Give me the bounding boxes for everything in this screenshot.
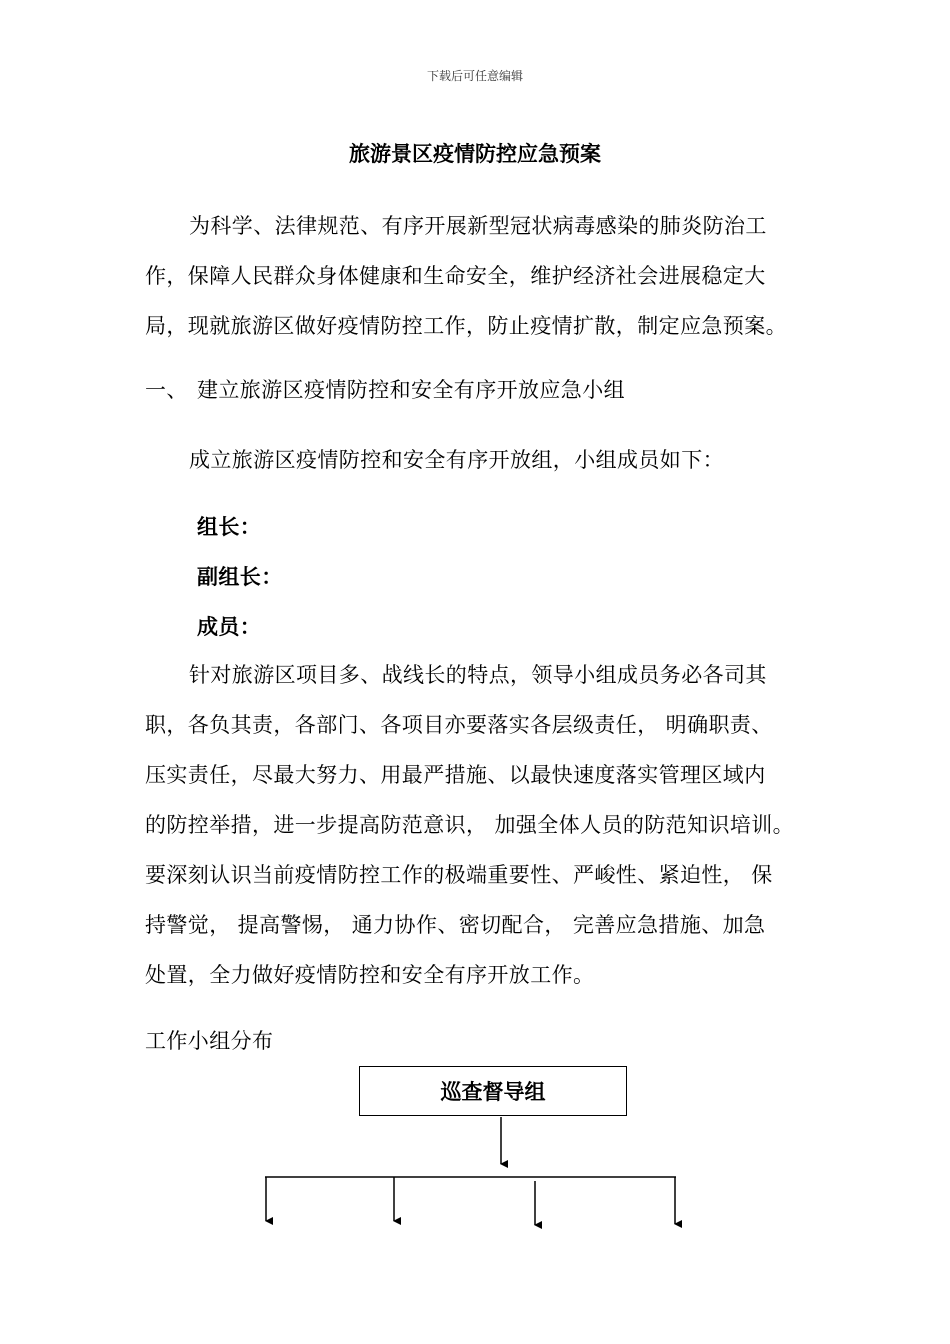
org-top-box-label: 巡查督导组 [440,1079,546,1104]
intro-line-3: 局，现就旅游区做好疫情防控工作，防止疫情扩散，制定应急预案。 [145,314,787,338]
duty-line-1: 针对旅游区项目多、战线长的特点，领导小组成员务必各司其 [189,663,767,687]
duty-line-6: 持警觉， 提高警惕， 通力协作、密切配合， 完善应急措施、加急 [145,913,766,937]
role-members: 成员： [197,614,262,639]
org-chart-label: 工作小组分布 [145,1029,274,1053]
section-number: 一、 [145,378,188,402]
intro-line-1: 为科学、法律规范、有序开展新型冠状病毒感染的肺炎防治工 [189,214,767,238]
document-title: 旅游景区疫情防控应急预案 [349,141,601,166]
duty-line-3: 压实责任，尽最大努力、用最严措施、以最快速度落实管理区域内 [145,763,766,787]
header-note: 下载后可任意编辑 [426,69,523,83]
duty-line-7: 处置，全力做好疫情防控和安全有序开放工作。 [145,963,595,987]
duty-line-4: 的防控举措，进一步提高防范意识， 加强全体人员的防范知识培训。 [145,813,795,837]
duty-line-2: 职，各负其责，各部门、各项目亦要落实各层级责任， 明确职责、 [145,713,773,737]
section-heading: 建立旅游区疫情防控和安全有序开放应急小组 [197,378,625,402]
role-leader: 组长： [197,514,262,539]
intro-line-2: 作，保障人民群众身体健康和生命安全，维护经济社会进展稳定大 [145,264,766,288]
group-intro: 成立旅游区疫情防控和安全有序开放组，小组成员如下： [189,448,724,472]
role-deputy-leader: 副组长： [197,564,283,589]
duty-line-5: 要深刻认识当前疫情防控工作的极端重要性、严峻性、紧迫性， 保 [145,863,773,887]
